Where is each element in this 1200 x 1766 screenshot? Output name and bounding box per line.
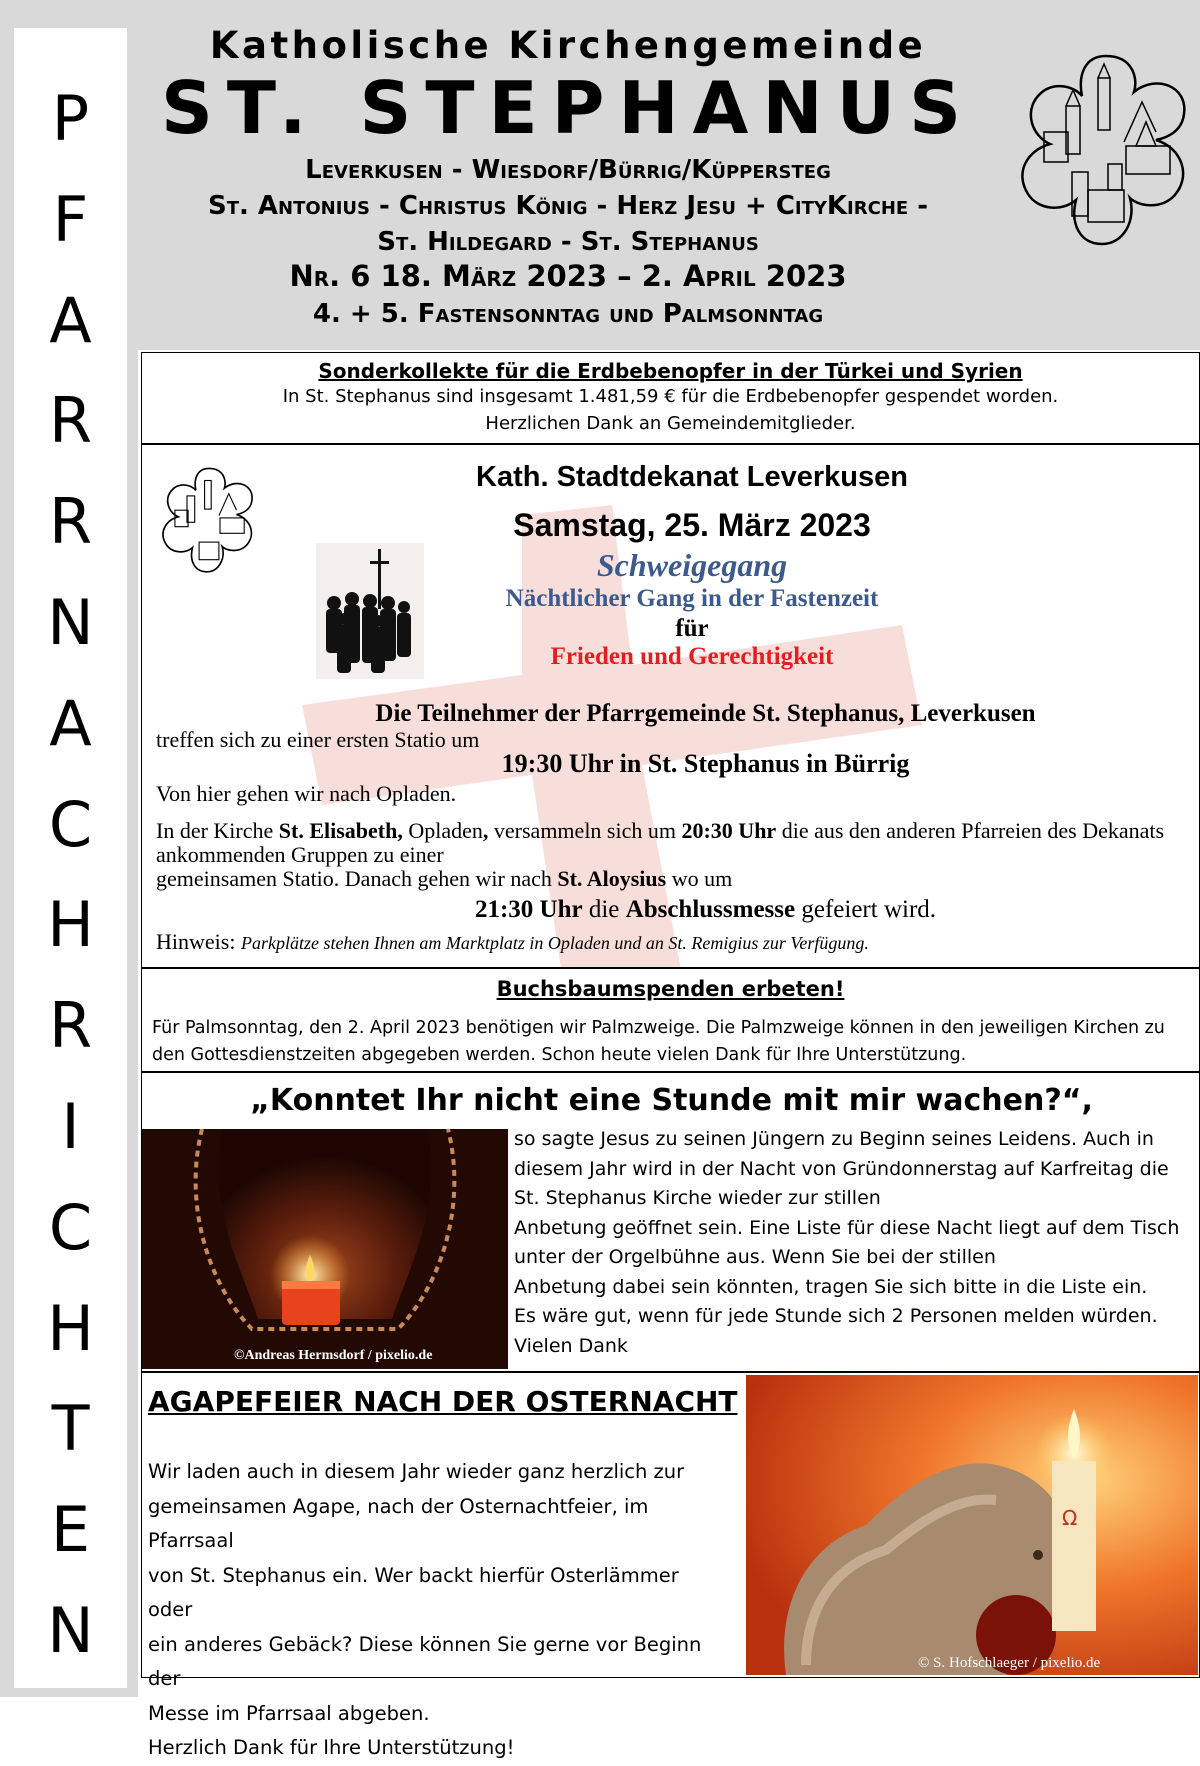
vertical-letter: I xyxy=(61,1089,80,1163)
watch-line: Anbetung geöffnet sein. Eine Liste für diese Nacht liegt auf dem Tisch xyxy=(514,1216,1180,1239)
agape-line: Herzlich Dank für Ihre Unterstützung! xyxy=(148,1736,515,1759)
vertical-letter: T xyxy=(51,1392,90,1466)
boxwood-donation-section xyxy=(141,968,1200,1072)
vertical-letter: R xyxy=(48,384,93,458)
walk-church-paragraph xyxy=(156,819,1185,891)
agape-section xyxy=(141,1372,1200,1759)
collection-title: Sonderkollekte für die Erdbebenopfer in der Türkei und Syrien xyxy=(318,359,1023,383)
text-run: 21:30 Uhr xyxy=(474,896,583,923)
watch-line: St. Stephanus Kirche wieder zur stillen xyxy=(514,1187,881,1209)
agape-line: Wir laden auch in diesem Jahr wieder ganz herzlich zur xyxy=(148,1460,685,1483)
text-run: die aus den anderen Pfarreien des Dekanats ankommenden Gruppen zu einer xyxy=(156,818,1165,867)
walk-final-mass xyxy=(142,897,1199,922)
text-run: 20:30 Uhr xyxy=(681,818,777,843)
walk-parking-hint xyxy=(156,929,1185,956)
watch-line: Es wäre gut, wenn für jede Stunde sich 2 Personen melden würden. xyxy=(514,1305,1158,1327)
walk-route: Von hier gehen wir nach Opladen. xyxy=(156,781,457,806)
watch-line: diesem Jahr wird in der Nacht von Gründonnerstag auf Karfreitag die xyxy=(514,1157,1169,1180)
vertical-letter: R xyxy=(48,485,93,559)
watch-line: Vielen Dank xyxy=(514,1334,628,1357)
header-locations: Leverkusen - Wiesdorf/Bürrig/Küppersteg xyxy=(305,155,831,185)
parish-label: Katholische Kirchengemeinde xyxy=(209,24,927,67)
agape-line: von St. Stephanus ein. Wer backt hierfür Osterlämmer oder xyxy=(148,1563,679,1621)
agape-line: gemeinsamen Agape, nach der Osternachtfeier, im Pfarrsaal xyxy=(148,1494,649,1552)
vertical-letter: E xyxy=(50,1493,91,1567)
header-churches-2: St. Hildegard - St. Stephanus xyxy=(377,227,759,257)
text-run: Abschlussmesse xyxy=(625,896,796,923)
text-run: versammeln sich um xyxy=(488,818,682,843)
vertical-letter: N xyxy=(47,1593,94,1667)
text-run: gemeinsamen Statio. Danach gehen wir nach xyxy=(156,866,558,891)
vertical-letter: F xyxy=(52,182,89,256)
vertical-letter: C xyxy=(48,787,93,861)
text-run: gefeiert wird. xyxy=(795,896,937,923)
text-run: St. Elisabeth, xyxy=(278,818,403,843)
watch-quote: „Konntet Ihr nicht eine Stunde mit mir wachen?“, xyxy=(250,1083,1093,1118)
issue-sundays: 4. + 5. Fastensonntag und Palmsonntag xyxy=(312,299,824,329)
watch-line: Anbetung dabei sein könnten, tragen Sie sich bitte in die Liste ein. xyxy=(514,1275,1148,1298)
header-churches-1: St. Antonius - Christus König - Herz Jesu + CityKirche - xyxy=(207,191,929,221)
parish-flower-logo-small xyxy=(154,463,264,575)
header xyxy=(138,0,1200,350)
issue-date: Nr. 6 18. März 2023 – 2. April 2023 xyxy=(289,259,847,293)
text-run: wo um xyxy=(666,866,733,891)
vertical-letter: A xyxy=(49,686,92,760)
candle-photo xyxy=(142,1129,508,1369)
easter-lamb-photo xyxy=(746,1375,1198,1675)
text-run: , xyxy=(482,818,489,843)
candle-symbol: Ω xyxy=(1062,1506,1078,1530)
vertical-letter: R xyxy=(48,989,93,1063)
agape-line: Messe im Pfarrsaal abgeben. xyxy=(148,1701,430,1725)
candle-photo-credit: ©Andreas Hermsdorf / pixelio.de xyxy=(234,1348,433,1363)
watch-line: unter der Orgelbühne aus. Wenn Sie bei der stillen xyxy=(514,1246,996,1268)
silent-walk-section xyxy=(141,444,1200,968)
vertical-title-pfarrnachrichten xyxy=(14,28,127,1688)
walk-participants: Die Teilnehmer der Pfarrgemeinde St. Stephanus, Leverkusen xyxy=(375,700,1036,727)
parish-flower-logo xyxy=(1006,48,1200,248)
collection-notice xyxy=(141,352,1200,444)
vertical-letter: H xyxy=(47,1291,94,1365)
night-watch-section xyxy=(141,1072,1200,1372)
boxwood-text: Für Palmsonntag, den 2. April 2023 benötigen wir Palmzweige. Die Palmzweige können in den jeweiligen Kirchen zu den Gottesdienstzeiten abgegeben werden. Schon heute vielen Dank für Ihre Unterstützung. xyxy=(152,1018,1165,1065)
text-run: In der Kirche xyxy=(156,818,279,843)
agape-line: ein anderes Gebäck? Diese können Sie gerne vor Beginn der xyxy=(148,1632,702,1690)
walk-meet: treffen sich zu einer ersten Statio um xyxy=(156,727,480,752)
walk-organizer: Kath. Stadtdekanat Leverkusen xyxy=(476,461,908,493)
collection-text-1: In St. Stephanus sind insgesamt 1.481,59 € für die Erdbebenopfer gespendet worden. xyxy=(282,386,1059,407)
text-run: die xyxy=(582,896,626,923)
agape-text xyxy=(148,1455,728,1766)
walk-title: Schweigegang xyxy=(596,547,788,583)
walk-first-statio-time: 19:30 Uhr in St. Stephanus in Bürrig xyxy=(501,749,910,778)
walk-date: Samstag, 25. März 2023 xyxy=(513,507,871,543)
watch-text xyxy=(514,1125,1194,1361)
hint-text: Parkplätze stehen Ihnen am Marktplatz in Opladen und an St. Remigius zur Verfügung. xyxy=(240,933,869,953)
agape-title: AGAPEFEIER NACH DER OSTERNACHT xyxy=(148,1385,738,1418)
text-run: Opladen xyxy=(402,818,483,843)
vertical-letter: P xyxy=(51,82,90,155)
walk-fuer: für xyxy=(675,615,709,642)
parish-name: ST. STEPHANUS xyxy=(161,66,975,150)
lamb-photo-credit: © S. Hofschlaeger / pixelio.de xyxy=(918,1655,1101,1671)
boxwood-title: Buchsbaumspenden erbeten! xyxy=(496,977,845,1001)
walk-peace: Frieden und Gerechtigkeit xyxy=(550,643,834,670)
text-run: St. Aloysius xyxy=(557,866,667,891)
collection-text-2: Herzlichen Dank an Gemeindemitglieder. xyxy=(485,413,856,434)
watch-line: so sagte Jesus zu seinen Jüngern zu Beginn seines Leidens. Auch in xyxy=(514,1128,1154,1150)
vertical-letter: C xyxy=(48,1190,93,1264)
vertical-letter: A xyxy=(49,283,92,357)
hint-label: Hinweis: xyxy=(156,929,241,954)
vertical-letter: H xyxy=(47,888,94,962)
vertical-letter: N xyxy=(47,585,94,659)
walk-subtitle: Nächtlicher Gang in der Fastenzeit xyxy=(505,585,879,612)
